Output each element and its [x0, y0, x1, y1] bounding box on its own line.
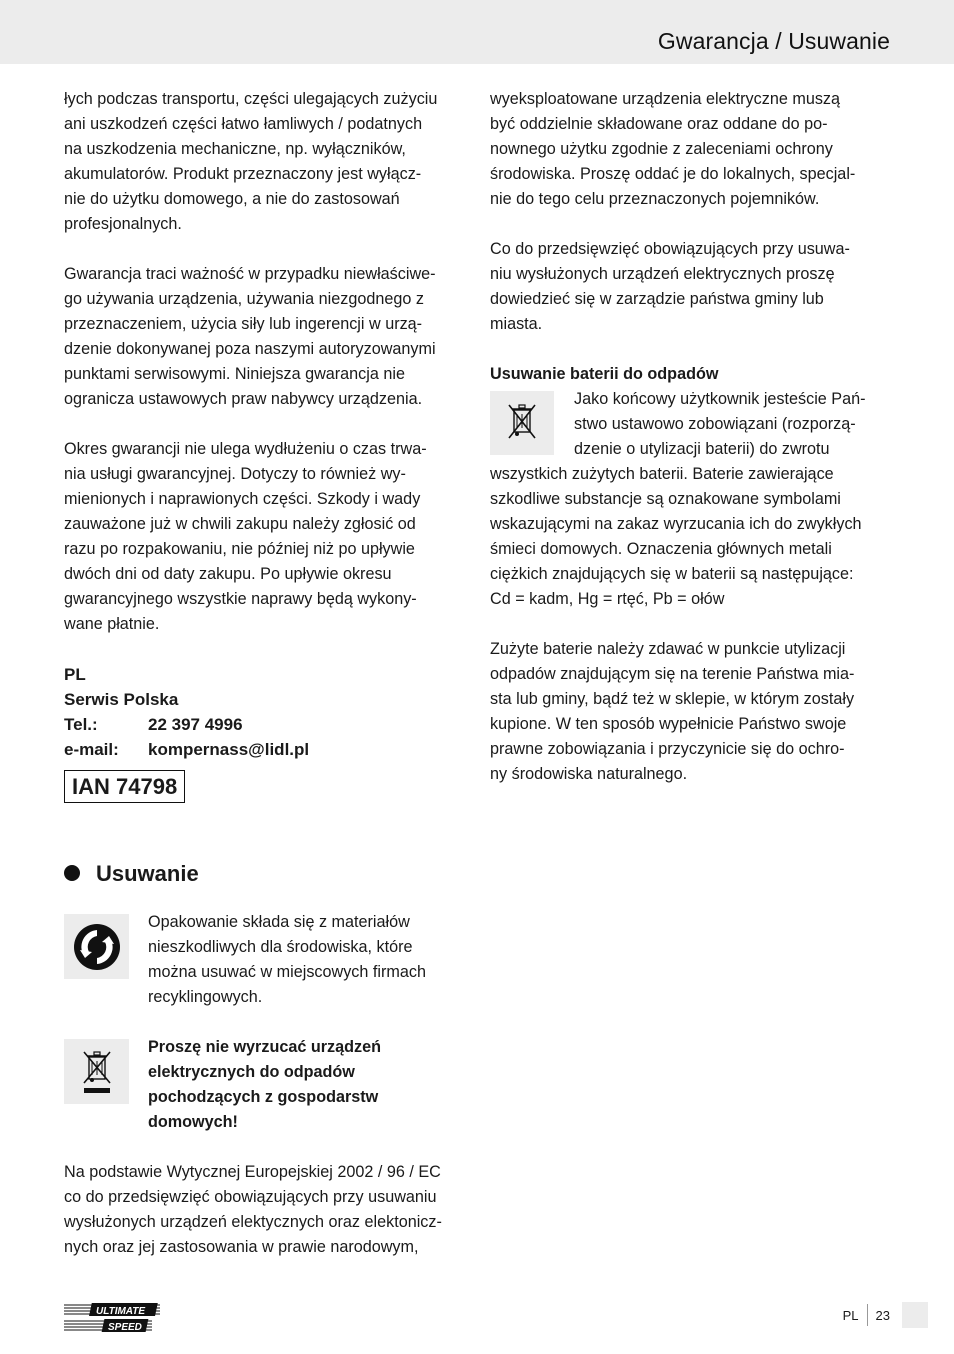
crossed-bin-icon [64, 1039, 129, 1104]
text-line: stwo ustawowo zobowiązani (rozporzą- [574, 415, 856, 433]
service-contact [64, 662, 464, 762]
text-line: wysłużonych urządzeń elektycznych oraz elektonicz- [64, 1213, 442, 1231]
text-line: miasta. [490, 315, 543, 333]
email-value: kompernass@lidl.pl [148, 740, 310, 759]
left-column [64, 87, 464, 1285]
text-line: można usuwać w miejscowych firmach [148, 963, 426, 981]
section-heading-usuwanie [64, 858, 464, 888]
battery-paragraph [490, 387, 890, 612]
footer-divider [867, 1304, 868, 1326]
battery-heading: Usuwanie baterii do odpadów [490, 365, 719, 383]
text-line: prawne zobowiązania i przyczynicie się do ochro- [490, 740, 845, 758]
text-line: dzenie dokonywanej poza naszymi autoryzowanymi [64, 340, 436, 358]
weee-warning-text [148, 1035, 464, 1135]
page-tab [902, 1302, 928, 1328]
contact-country: PL [64, 665, 86, 684]
text-line: nie do użytku domowego, a nie do zastosowań [64, 190, 400, 208]
text-line: ani uszkodzeń części łatwo łamliwych / podatnych [64, 115, 423, 133]
contact-email-row [64, 737, 464, 762]
text-line: nieszkodliwych dla środowiska, które [148, 938, 413, 956]
logo-bottom-text: SPEED [108, 1322, 142, 1332]
packaging-text [148, 910, 464, 1010]
weee-warning-block [64, 1035, 464, 1135]
email-label: e-mail: [64, 740, 119, 759]
section-title: Usuwanie [96, 860, 199, 886]
tel-value: 22 397 4996 [148, 715, 243, 734]
tel-label: Tel.: [64, 715, 98, 734]
warranty-void-paragraph [64, 262, 464, 412]
text-line: łych podczas transportu, części ulegających zużyciu [64, 90, 438, 108]
text-line: co do przedsięwzięć obowiązujących przy usuwaniu [64, 1188, 437, 1206]
page-footer [843, 1302, 928, 1328]
text-line: profesjonalnych. [64, 215, 182, 233]
footer-language: PL [842, 1307, 859, 1323]
text-line: Jako końcowy użytkownik jesteście Pań- [574, 390, 866, 408]
text-line: ogranicza ustawowych praw nabywcy urządzenia. [64, 390, 423, 408]
battery-return-paragraph [490, 637, 890, 787]
text-line: recyklingowych. [148, 988, 263, 1006]
text-line: dzenie o utylizacji baterii) do zwrotu [574, 440, 830, 458]
text-line: Proszę nie wyrzucać urządzeń [148, 1038, 382, 1056]
disposal-info-paragraph [490, 237, 890, 337]
text-line: sta lub gminy, bądź też w sklepie, w którym zostały [490, 690, 855, 708]
text-line: mienionych i naprawionych części. Szkody i wady [64, 490, 421, 508]
text-line: przeznaczeniem, użycia siły lub ingerencji w urzą- [64, 315, 423, 333]
text-line: wane płatnie. [64, 615, 160, 633]
text-line: go używania urządzenia, używania niezgodnego z [64, 290, 424, 308]
text-line: nie do tego celu przeznaczonych pojemników. [490, 190, 820, 208]
text-line: razu po rozpakowaniu, nie później niż po upływie [64, 540, 415, 558]
warranty-exclusions-paragraph [64, 87, 464, 237]
text-line: wyeksploatowane urządzenia elektryczne muszą [490, 90, 841, 108]
crossed-bin-icon [490, 391, 554, 455]
text-line: śmieci domowych. Oznaczenia głównych metali [490, 540, 832, 558]
text-line: na uszkodzenia mechaniczne, np. wyłączników, [64, 140, 406, 158]
text-line: ny środowiska naturalnego. [490, 765, 688, 783]
text-line: odpadów znajdującym się na terenie Państwa mia- [490, 665, 855, 683]
text-line: ciężkich znajdujących się w baterii są następujące: [490, 565, 854, 583]
text-line: wskazującymi na zakaz wyrzucania ich do zwykłych [490, 515, 862, 533]
text-line: być oddzielnie składowane oraz oddane do po- [490, 115, 828, 133]
bullet-icon [64, 865, 80, 881]
page-title: Gwarancja / Usuwanie [657, 28, 890, 54]
packaging-block [64, 910, 464, 1010]
text-line: niu wysłużonych urządzeń elektrycznych proszę [490, 265, 835, 283]
text-line: gwarancyjnego wszystkie naprawy będą wykony- [64, 590, 417, 608]
right-column [490, 87, 890, 812]
header-bar [0, 0, 954, 64]
contact-service-name: Serwis Polska [64, 690, 179, 709]
weee-separate-paragraph [490, 87, 890, 212]
page-number: 23 [875, 1307, 890, 1323]
warranty-period-paragraph [64, 437, 464, 637]
text-line: elektrycznych do odpadów [148, 1063, 355, 1081]
text-line: Okres gwarancji nie ulega wydłużeniu o czas trwa- [64, 440, 427, 458]
text-line: Na podstawie Wytycznej Europejskiej 2002 / 96 / EC [64, 1163, 441, 1181]
text-line: nych oraz jej zastosowania w prawie narodowym, [64, 1238, 419, 1256]
text-line: kupione. W ten sposób wypełnicie Państwo swoje [490, 715, 847, 733]
contact-tel-row [64, 712, 464, 737]
weee-directive-paragraph [64, 1160, 464, 1260]
text-line: środowiska. Proszę oddać je do lokalnych, specjal- [490, 165, 856, 183]
green-dot-recycling-icon [64, 914, 129, 979]
text-line: wszystkich zużytych baterii. Baterie zawierające [490, 465, 834, 483]
text-line: dwóch dni od daty zakupu. Po upływie okresu [64, 565, 392, 583]
text-line: Co do przedsięwzięć obowiązujących przy usuwa- [490, 240, 850, 258]
text-line: nia usługi gwarancyjnej. Dotyczy to również wy- [64, 465, 406, 483]
text-line: nownego użytku zgodnie z zaleceniami ochrony [490, 140, 833, 158]
brand-logo [64, 1302, 164, 1332]
logo-top-text: ULTIMATE [96, 1306, 146, 1317]
text-line: zauważone już w chwili zakupu należy zgłosić od [64, 515, 416, 533]
text-line: szkodliwe substancje są oznakowane symbolami [490, 490, 841, 508]
text-line: Opakowanie składa się z materiałów [148, 913, 410, 931]
text-line: punktami serwisowymi. Niniejsza gwarancja nie [64, 365, 405, 383]
text-line: dowiedzieć się w zarządzie państwa gminy lub [490, 290, 824, 308]
text-line: Cd = kadm, Hg = rtęć, Pb = ołów [490, 590, 725, 608]
ian-badge: IAN 74798 [64, 770, 185, 803]
text-line: domowych! [148, 1113, 238, 1131]
text-line: pochodzących z gospodarstw [148, 1088, 379, 1106]
text-line: Zużyte baterie należy zdawać w punkcie utylizacji [490, 640, 846, 658]
text-line: akumulatorów. Produkt przeznaczony jest wyłącz- [64, 165, 422, 183]
text-line: Gwarancja traci ważność w przypadku niewłaściwe- [64, 265, 436, 283]
